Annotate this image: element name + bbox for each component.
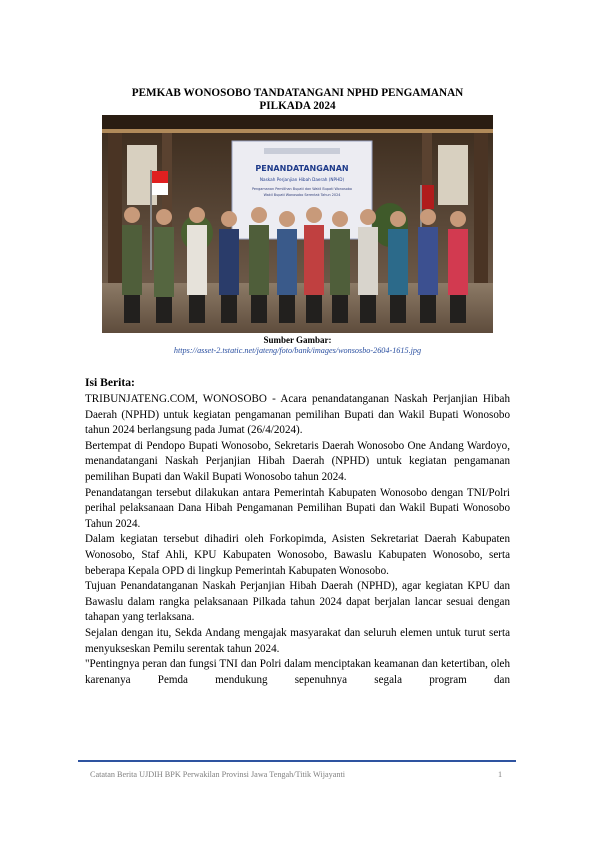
image-source-label: Sumber Gambar: — [263, 335, 332, 345]
article-title — [100, 87, 495, 113]
news-photo — [102, 115, 493, 333]
banner-title: PENANDATANGANAN — [255, 164, 349, 173]
article-title-line-1: PEMKAB WONOSOBO TANDATANGANI NPHD PENGAMANAN — [131, 87, 464, 99]
paragraph: Penandatangan tersebut dilakukan antara Pemerintah Kabupaten Wonosobo dengan TNI/Polri perihal pelaksanaan Dana Hibah Pengamanan Pemilihan Bupati dan Wakil Bupati Wonosobo Tahun 2024. — [85, 486, 510, 530]
paragraph: "Pentingnya peran dan fungsi TNI dan Polri dalam menciptakan keamanan dan ketertiban, oleh karenanya Pemda mendukung sepenuhnya segala program dan — [85, 658, 510, 686]
page-number: 1 — [498, 770, 503, 779]
paragraph: TRIBUNJATENG.COM, WONOSOBO - Acara penandatanganan Naskah Perjanjian Hibah Daerah (NPHD) untuk kegiatan pengamanan pemilihan Bupati dan Wakil Bupati Wonosobo tahun 2024 berlangsung pada Jumat (26/4/2024). — [85, 393, 510, 437]
footer-rule — [78, 760, 516, 762]
paragraph: Sejalan dengan itu, Sekda Andang mengajak masyarakat dan seluruh elemen untuk turut serta menyukseskan Pemilu serentak tahun 2024. — [85, 626, 510, 655]
banner-line-4: Wakil Bupati Wonosobo Serentak Tahun 2024 — [263, 193, 341, 197]
footer-text: Catatan Berita UJDIH BPK Perwakilan Provinsi Jawa Tengah/Titik Wijayanti — [90, 770, 346, 779]
article-body — [85, 392, 510, 688]
section-heading: Isi Berita: — [85, 376, 135, 389]
article-title-line-2: PILKADA 2024 — [259, 100, 336, 112]
banner-subtitle: Naskah Perjanjian Hibah Daerah (NPHD) — [259, 177, 345, 182]
image-source-url[interactable]: https://asset-2.tstatic.net/jateng/foto/bank/images/wonsosbo-2604-1615.jpg — [173, 346, 422, 355]
paragraph: Dalam kegiatan tersebut dihadiri oleh Forkopimda, Asisten Sekretariat Daerah Kabupaten Wonosobo, Staf Ahli, KPU Kabupaten Wonosobo, Bawaslu Kabupaten Wonosobo, serta beberapa Kepala OPD di lingkup Pemerintah Kabupaten Wonosobo. — [85, 533, 510, 577]
banner-line-3: Pengamanan Pemilihan Bupati dan Wakil Bupati Wonosobo — [251, 187, 353, 191]
paragraph: Bertempat di Pendopo Bupati Wonosobo, Sekretaris Daerah Wonosobo One Andang Wardoyo, menandatangani Naskah Perjanjian Hibah Daerah (NPHD) untuk kegiatan pengamanan pemilihan Bupati dan Wakil Bupati Wonosobo tahun 2024. — [85, 439, 510, 483]
paragraph: Tujuan Penandatanganan Naskah Perjanjian Hibah Daerah (NPHD), agar kegiatan KPU dan Bawaslu dalam rangka pelaksanaan Pilkada tahun 2024 dapat berjalan lancar sesuai dengan tahapan yang terlaksana. — [85, 580, 510, 624]
